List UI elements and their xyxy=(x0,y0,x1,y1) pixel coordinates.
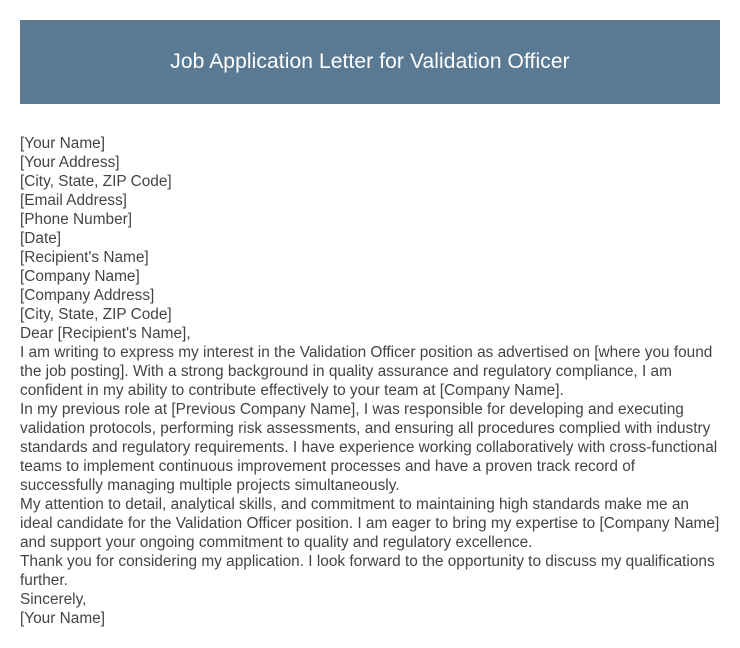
salutation: Dear [Recipient's Name], xyxy=(20,325,191,342)
paragraph-qualifications: My attention to detail, analytical skills, and commitment to maintaining high standards make me an ideal candidate for the Validation Officer position. I am eager to bring my expertise to [Company Name] and support your ongoing commitment to quality and regulatory excellence. xyxy=(20,496,720,551)
sender-name: [Your Name] xyxy=(20,135,105,152)
sender-email: [Email Address] xyxy=(20,192,127,209)
recipient-company-address: [Company Address] xyxy=(20,287,155,304)
paragraph-introduction: I am writing to express my interest in the Validation Officer position as advertised on [where you found the job posting]. With a strong background in quality assurance and regulatory compliance, I am confident in my ability to contribute effectively to your team at [Company Name]. xyxy=(20,344,713,399)
recipient-name: [Recipient's Name] xyxy=(20,249,149,266)
sender-phone: [Phone Number] xyxy=(20,211,133,228)
paragraph-thanks: Thank you for considering my application. I look forward to the opportunity to discuss my qualifications further. xyxy=(20,553,715,589)
sender-address: [Your Address] xyxy=(20,154,120,171)
recipient-city-state-zip: [City, State, ZIP Code] xyxy=(20,306,172,323)
letter-body xyxy=(20,134,722,628)
paragraph-experience: In my previous role at [Previous Company Name], I was responsible for developing and executing validation protocols, performing risk assessments, and ensuring all procedures complied with industry standards and regulatory requirements. I have experience working collaboratively with cross-functional teams to implement continuous improvement processes and have a proven track record of successfully managing multiple projects simultaneously. xyxy=(20,401,718,494)
recipient-company: [Company Name] xyxy=(20,268,140,285)
letter-date: [Date] xyxy=(20,230,62,247)
signature: [Your Name] xyxy=(20,610,105,627)
letter-header xyxy=(20,20,720,104)
page-title: Job Application Letter for Validation Officer xyxy=(170,50,570,73)
closing: Sincerely, xyxy=(20,591,87,608)
sender-city-state-zip: [City, State, ZIP Code] xyxy=(20,173,172,190)
